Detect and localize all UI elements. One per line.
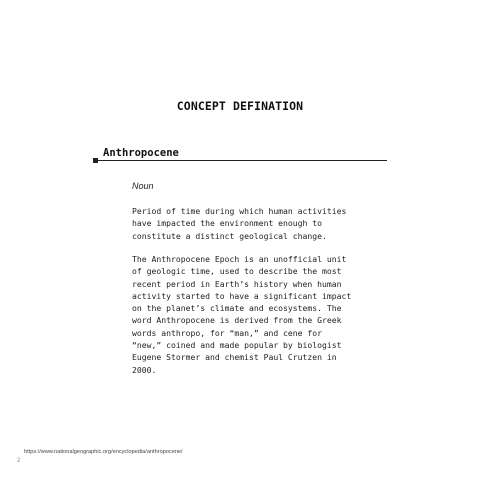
source-citation: https://www.nationalgeographic.org/encyclopedia/anthropocene/ — [24, 449, 183, 455]
page-number: 2 — [17, 458, 21, 464]
page-title: CONCEPT DEFINATION — [176, 99, 304, 113]
description-paragraph: The Anthropocene Epoch is an unofficial unit of geologic time, used to describe the most recent period in Earth’s history when human activity started to have a significant impact on the planet’s climate and ecosystems. The word Anthropocene is derived from the Greek words anthropo, for “man,” and cene for “new,” coined and made popular by biologist Eugene Stormer and chemist Paul Crutzen in 2000. — [132, 254, 352, 375]
definition-paragraph: Period of time during which human activities have impacted the environment enough to constitute a distinct geological change. — [132, 206, 347, 241]
term-heading: Anthropocene — [103, 147, 179, 159]
part-of-speech: Noun — [132, 181, 154, 191]
heading-divider — [96, 160, 387, 161]
